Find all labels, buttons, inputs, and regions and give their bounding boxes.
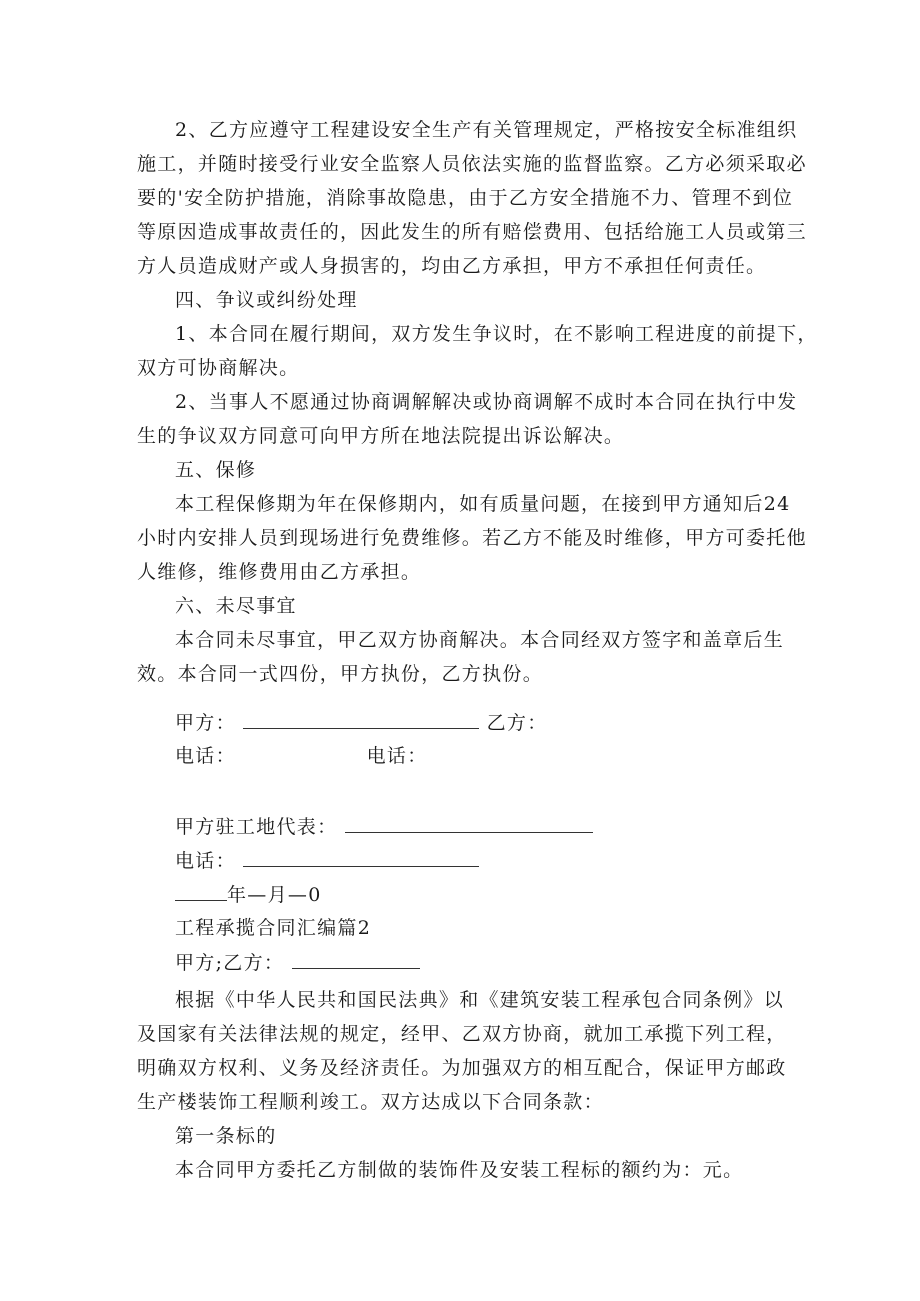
second-contract-title: 工程承揽合同汇编篇2 bbox=[175, 917, 372, 939]
paragraph-line: 明确双方权利、义务及经济责任。为加强双方的相互配合，保证甲方邮政 bbox=[137, 1057, 787, 1079]
signature-row-parties bbox=[175, 710, 548, 735]
paragraph-line: 本合同未尽事宜，甲乙双方协商解决。本合同经双方签字和盖章后生 bbox=[175, 629, 785, 651]
paragraph-line: 效。本合同一式四份，甲方执份，乙方执份。 bbox=[137, 663, 544, 685]
party-a-label: 甲方： bbox=[175, 712, 236, 734]
site-rep-signature-line bbox=[345, 814, 593, 833]
paragraph-line: 方人员造成财产或人身损害的，均由乙方承担，甲方不承担任何责任。 bbox=[137, 255, 767, 277]
phone-b-label: 电话： bbox=[366, 745, 428, 767]
paragraph-line: 生的争议双方同意可向甲方所在地法院提出诉讼解决。 bbox=[137, 425, 625, 447]
phone-3-line bbox=[243, 848, 479, 867]
section-heading: 五、保修 bbox=[175, 459, 257, 481]
site-rep-label: 甲方驻工地代表： bbox=[175, 816, 338, 838]
signature-row-phone-3 bbox=[175, 848, 479, 873]
paragraph-line: 双方可协商解决。 bbox=[137, 357, 300, 379]
paragraph-line: 本工程保修期为年在保修期内，如有质量问题，在接到甲方通知后24 bbox=[175, 493, 791, 515]
paragraph-line: 2、乙方应遵守工程建设安全生产有关管理规定，严格按安全标准组织 bbox=[175, 119, 798, 141]
date-text: 年—月—0 bbox=[227, 884, 322, 906]
date-row bbox=[175, 882, 322, 907]
phone-a-label: 电话： bbox=[175, 745, 236, 767]
parties-label: 甲方;乙方： bbox=[175, 952, 285, 974]
paragraph-line: 2、当事人不愿通过协商调解解决或协商调解不成时本合同在执行中发 bbox=[175, 391, 798, 413]
paragraph-line: 施工，并随时接受行业安全监察人员依法实施的监督监察。乙方必须采取必 bbox=[137, 153, 807, 175]
section-heading: 第一条标的 bbox=[175, 1125, 277, 1147]
paragraph-line: 人维修，维修费用由乙方承担。 bbox=[137, 561, 422, 583]
paragraph-line: 要的'安全防护措施，消除事故隐患，由于乙方安全措施不力、管理不到位 bbox=[137, 187, 794, 209]
paragraph-line: 1、本合同在履行期间，双方发生争议时，在不影响工程进度的前提下， bbox=[175, 323, 818, 345]
section-heading: 六、未尽事宜 bbox=[175, 595, 297, 617]
section-heading: 四、争议或纠纷处理 bbox=[175, 289, 358, 311]
paragraph-line: 及国家有关法律法规的规定，经甲、乙双方协商，就加工承揽下列工程， bbox=[137, 1023, 787, 1045]
signature-row-site-rep bbox=[175, 814, 593, 839]
paragraph-line: 根据《中华人民共和国民法典》和《建筑安装工程承包合同条例》以 bbox=[175, 989, 785, 1011]
parties-signature-line bbox=[292, 950, 420, 969]
party-b-label: 乙方： bbox=[486, 712, 548, 734]
second-contract-parties bbox=[175, 950, 420, 975]
paragraph-line: 小时内安排人员到现场进行免费维修。若乙方不能及时维修，甲方可委托他 bbox=[137, 527, 807, 549]
phone-3-label: 电话： bbox=[175, 850, 236, 872]
paragraph-line: 本合同甲方委托乙方制做的装饰件及安装工程标的额约为：元。 bbox=[175, 1159, 744, 1181]
paragraph-line: 等原因造成事故责任的，因此发生的所有赔偿费用、包括给施工人员或第三 bbox=[137, 221, 807, 243]
signature-row-phones bbox=[175, 744, 428, 768]
year-blank-line bbox=[175, 882, 227, 901]
paragraph-line: 生产楼装饰工程顺利竣工。双方达成以下合同条款： bbox=[137, 1091, 604, 1113]
party-a-signature-line bbox=[243, 710, 479, 729]
